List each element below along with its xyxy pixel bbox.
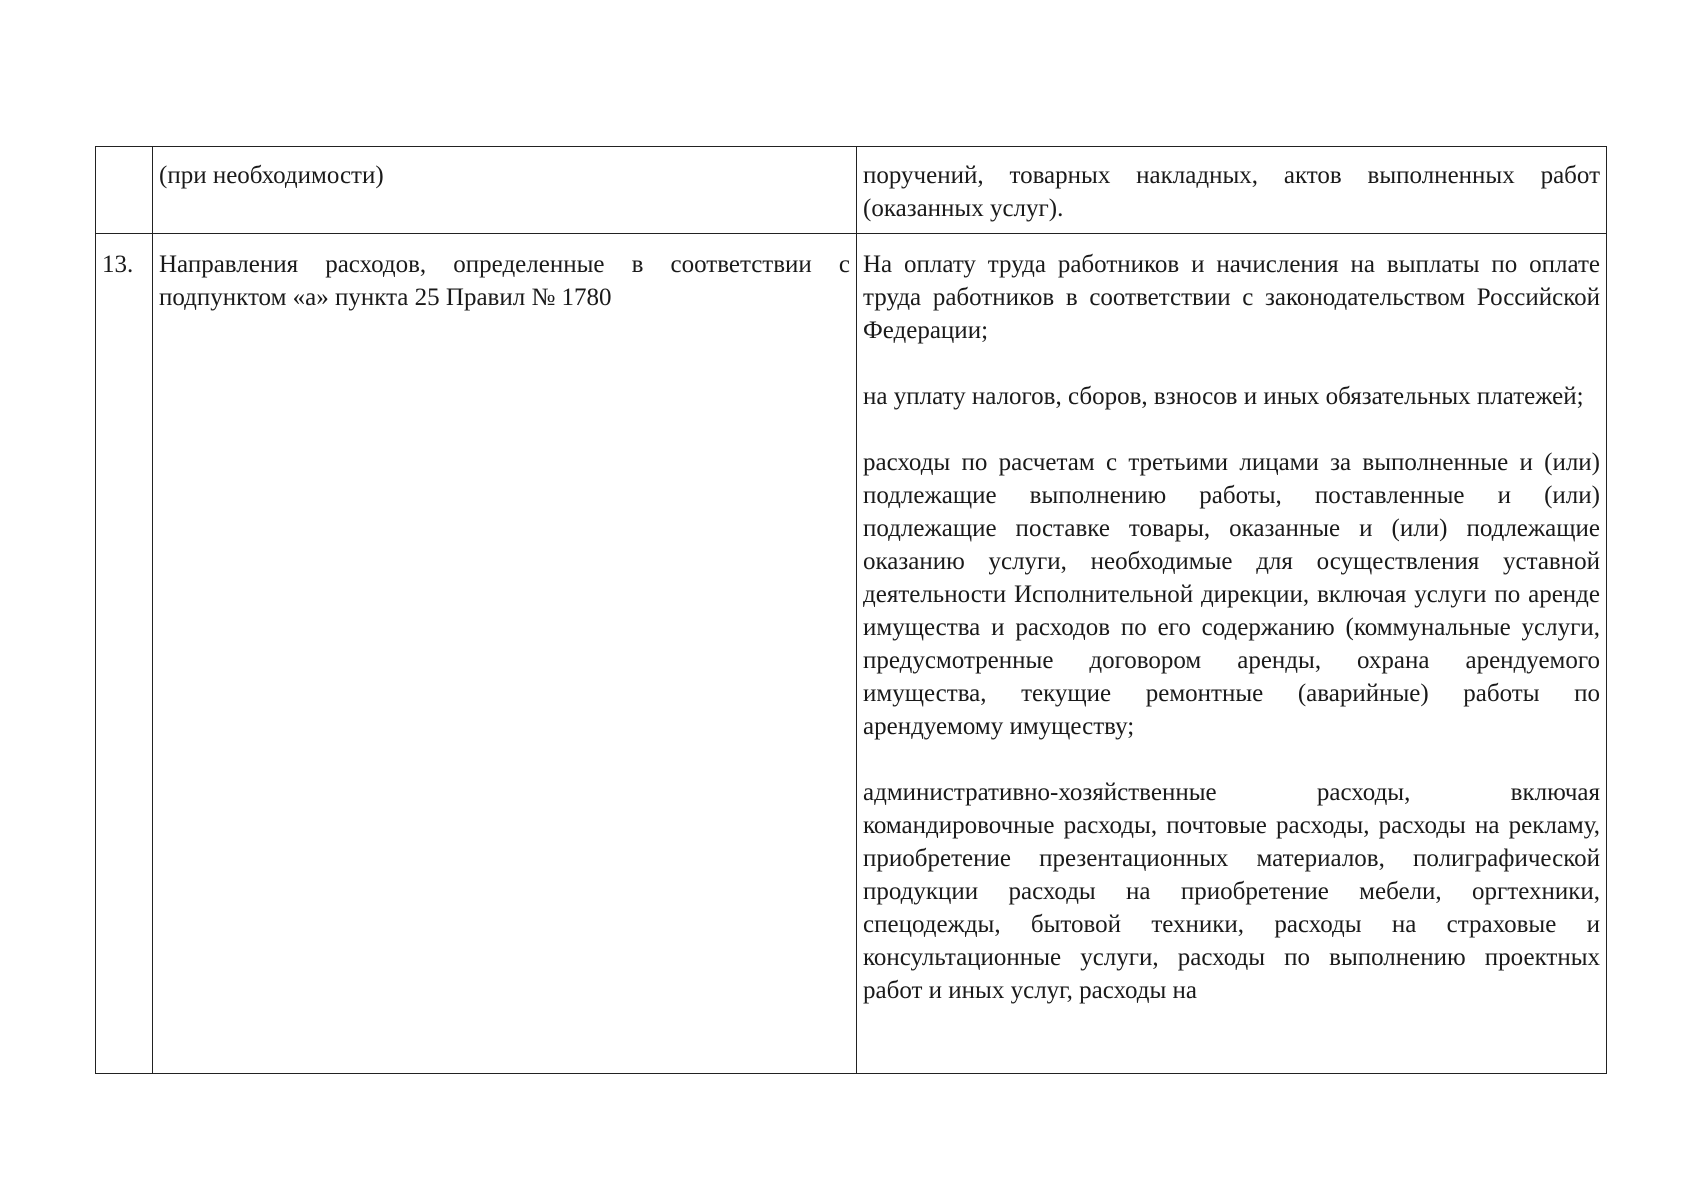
row-number-cell	[96, 234, 153, 1074]
description-paragraph: административно-хозяйственные расходы, включая командировочные расходы, почтовые расходы, расходы на рекламу, приобретение презентационных материалов, полиграфической продукции расходы на приобретение мебели, оргтехники, спецодежды, бытовой техники, расходы на страховые и консультационные услуги, расходы по выполнению проектных работ и иных услуг, расходы на	[863, 779, 1600, 1004]
row-number: 13.	[102, 251, 134, 278]
row-name: Направления расходов, определенные в соответствии с подпунктом «а» пункта 25 Правил № 1780	[159, 251, 850, 311]
expenses-table	[95, 146, 1607, 1074]
row-number	[96, 147, 152, 161]
description-paragraph: На оплату труда работников и начисления на выплаты по оплате труда работников в соответствии с законодательством Российской Федерации;	[863, 251, 1600, 344]
row-description: поручений, товарных накладных, актов выполненных работ (оказанных услуг).	[863, 162, 1600, 222]
row-name: (при необходимости)	[159, 162, 384, 189]
row-name-cell	[153, 147, 857, 234]
row-description-cell	[857, 147, 1607, 234]
row-description-cell	[857, 234, 1607, 1074]
description-paragraph: расходы по расчетам с третьими лицами за выполненные и (или) подлежащие выполнению работы, поставленные и (или) подлежащие поставке товары, оказанные и (или) подлежащие оказанию услуги, необходимые для осуществления уставной деятельности Исполнительной дирекции, включая услуги по аренде имущества и расходов по его содержанию (коммунальные услуги, предусмотренные договором аренды, охрана арендуемого имущества, текущие ремонтные (аварийные) работы по арендуемому имуществу;	[863, 449, 1600, 740]
table-row	[96, 234, 1607, 1074]
row-description	[857, 234, 1606, 1007]
row-number-cell	[96, 147, 153, 234]
table-row	[96, 147, 1607, 234]
description-paragraph: на уплату налогов, сборов, взносов и иных обязательных платежей;	[863, 383, 1584, 410]
row-name-cell	[153, 234, 857, 1074]
